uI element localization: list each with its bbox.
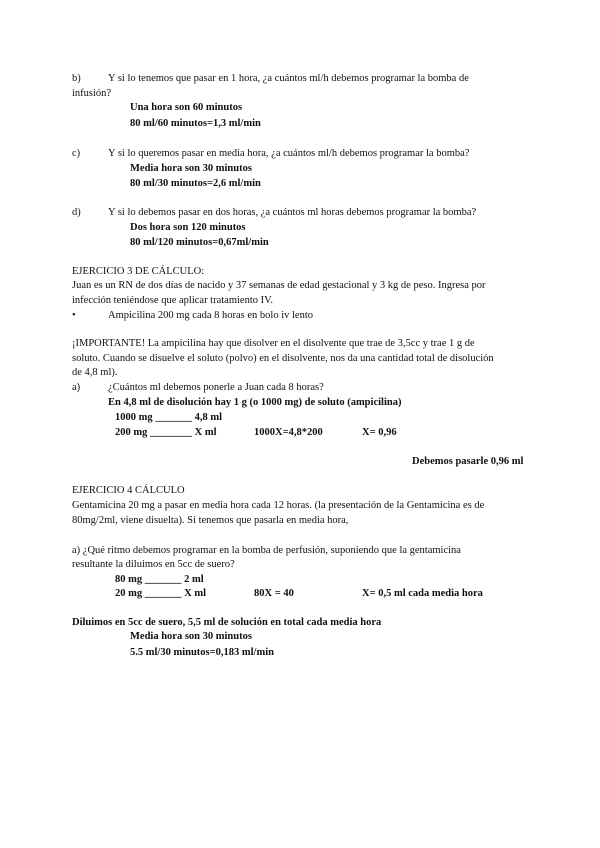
answer-b-line-2: 80 ml/60 minutos=1,3 ml/min bbox=[130, 118, 261, 129]
exercise-4-intro-line-2: 80mg/2ml, viene disuelta). Si tenemos que pasarla en media hora, bbox=[72, 515, 349, 526]
item-label-d: d) bbox=[72, 207, 81, 218]
question-b-line-1: Y si lo tenemos que pasar en 1 hora, ¿a cuántos ml/h debemos programar la bomba de bbox=[108, 73, 469, 84]
item-label-b: b) bbox=[72, 73, 81, 84]
important-line-2: soluto. Cuando se disuelve el soluto (polvo) en el disolvente, nos da una cantidad total de disolución bbox=[72, 353, 494, 364]
exercise-3-dilution-statement: En 4,8 ml de disolución hay 1 g (o 1000 mg) de soluto (ampicilina) bbox=[108, 397, 402, 408]
exercise-4-result: X= 0,5 ml cada media hora bbox=[362, 588, 483, 599]
exercise-4-question-line-1: a) ¿Qué ritmo debemos programar en la bomba de perfusión, suponiendo que la gentamicina bbox=[72, 545, 461, 556]
answer-b-line-1: Una hora son 60 minutos bbox=[130, 102, 243, 113]
question-d: Y si lo debemos pasar en dos horas, ¿a cuántos ml horas debemos programar la bomba? bbox=[108, 207, 477, 218]
exercise-4-question-line-2: resultante la diluimos en 5cc de suero? bbox=[72, 559, 235, 570]
exercise-4-title: EJERCICIO 4 CÁLCULO bbox=[72, 485, 185, 496]
exercise-4-rule-line-1: 80 mg _______ 2 ml bbox=[115, 574, 204, 585]
rule-of-three-line-2: 200 mg ________ X ml bbox=[115, 427, 217, 438]
question-b-line-2: infusión? bbox=[72, 88, 112, 99]
exercise-4-half-hour: Media hora son 30 minutos bbox=[130, 631, 252, 642]
exercise-3-conclusion: Debemos pasarle 0,96 ml bbox=[412, 456, 524, 467]
exercise-4-intro-line-1: Gentamicina 20 mg a pasar en media hora cada 12 horas. (la presentación de la Gentamicina es de bbox=[72, 500, 485, 511]
exercise-4-equation: 80X = 40 bbox=[254, 588, 294, 599]
exercise-3-question: ¿Cuántos ml debemos ponerle a Juan cada 8 horas? bbox=[108, 382, 324, 393]
prescription-line: Ampicilina 200 mg cada 8 horas en bolo iv lento bbox=[108, 310, 313, 321]
rule-of-three-line-1: 1000 mg _______ 4,8 ml bbox=[115, 412, 223, 423]
exercise-3-title: EJERCICIO 3 DE CÁLCULO: bbox=[72, 266, 205, 277]
answer-c-line-1: Media hora son 30 minutos bbox=[130, 163, 252, 174]
exercise-4-dilution-statement: Diluimos en 5cc de suero, 5,5 ml de solución en total cada media hora bbox=[72, 617, 382, 628]
answer-d-line-1: Dos hora son 120 minutos bbox=[130, 222, 246, 233]
exercise-3-intro-line-2: infección teniéndose que aplicar tratamiento IV. bbox=[72, 295, 273, 306]
question-c: Y si lo queremos pasar en media hora, ¿a cuántos ml/h debemos programar la bomba? bbox=[108, 148, 470, 159]
exercise-3-equation: 1000X=4,8*200 bbox=[254, 427, 323, 438]
important-line-1: ¡IMPORTANTE! La ampicilina hay que disolver en el disolvente que trae de 3,5cc y trae 1 g de bbox=[72, 338, 475, 349]
important-line-3: de 4,8 ml). bbox=[72, 367, 118, 378]
answer-c-line-2: 80 ml/30 minutos=2,6 ml/min bbox=[130, 178, 261, 189]
exercise-4-rate: 5.5 ml/30 minutos=0,183 ml/min bbox=[130, 647, 274, 658]
answer-d-line-2: 80 ml/120 minutos=0,67ml/min bbox=[130, 237, 269, 248]
bullet-icon: • bbox=[72, 310, 76, 321]
exercise-4-rule-line-2: 20 mg _______ X ml bbox=[115, 588, 206, 599]
item-label-c: c) bbox=[72, 148, 81, 159]
exercise-3-intro-line-1: Juan es un RN de dos días de nacido y 37 semanas de edad gestacional y 3 kg de peso. Ingresa por bbox=[72, 280, 486, 291]
exercise-3-question-label: a) bbox=[72, 382, 81, 393]
exercise-3-result: X= 0,96 bbox=[362, 427, 397, 438]
